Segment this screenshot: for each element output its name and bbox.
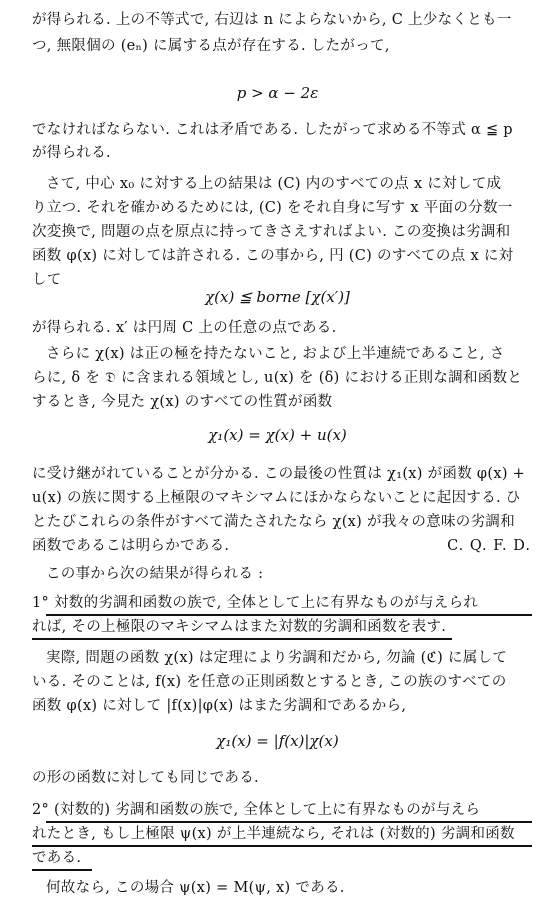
theorem-2-line: れたとき, もし上極限 ψ(x) が上半連続なら, それは (対数的) 劣調和函数 [32, 826, 515, 842]
text-line: らに, δ を 𝔇 に含まれる領域とし, u(x) を (δ) における正則な調和函数と [32, 370, 523, 386]
text-line: の形の函数に対しても同じである. [32, 770, 259, 786]
text-line: に受け継がれていることが分かる. この最後の性質は χ₁(x) が函数 φ(x) + [32, 466, 526, 482]
text-line: でなければならない. これは矛盾である. したがって求める不等式 α ≦ p [32, 122, 513, 138]
underline-rule [32, 845, 532, 847]
qed-mark: C. Q. F. D. [447, 538, 531, 554]
text-line: 函数であるこは明らかである. [32, 538, 230, 554]
text-line: 次変換で, 問題の点を原点に持ってきさえすればよい. この変換は劣調和 [32, 224, 511, 240]
underline-rule [46, 821, 532, 823]
text-line: 函数 φ(x) に対して |f(x)|φ(x) はまた劣調和であるから, [32, 698, 407, 714]
display-equation: p > α − 2ε [236, 84, 319, 102]
display-equation: χ₁(x) = χ(x) + u(x) [208, 426, 347, 444]
text-line: とたびこれらの条件がすべて満たされたなら χ(x) が我々の意味の劣調和 [32, 514, 516, 530]
text-line: u(x) の族に関する上極限のマキシマムにほかならないことに起因する. ひ [32, 490, 521, 506]
text-line: するとき, 今見た χ(x) のすべての性質が函数 [32, 394, 333, 410]
theorem-2-line: である. [32, 850, 82, 866]
text-line: さて, 中心 x₀ に対する上の結果は (C) 内のすべての点 x に対して成 [46, 176, 502, 192]
display-equation: χ₁(x) = |f(x)|χ(x) [216, 732, 339, 750]
underline-rule [32, 638, 452, 640]
text-line: が得られる. x′ は円周 C 上の任意の点である. [32, 320, 337, 336]
underline-rule [46, 614, 532, 616]
underline-rule [32, 869, 92, 871]
text-line: が得られる. [32, 145, 111, 161]
theorem-1-line: れば, その上極限のマキシマムはまた対数的劣調和函数を表す. [32, 619, 447, 635]
text-line: この事から次の結果が得られる : [46, 566, 264, 582]
text-line: 何故なら, この場合 ψ(x) = M(ψ, x) である. [46, 880, 345, 896]
theorem-1-line: 1° 対数的劣調和函数の族で, 全体として上に有界なものが与えられ [32, 595, 479, 611]
text-line: つ, 無限個の (eₙ) に属する点が存在する. したがって, [32, 38, 390, 54]
text-line: 函数 φ(x) に対しては許される. この事から, 円 (C) のすべての点 x に対 [32, 248, 514, 264]
text-line: が得られる. 上の不等式で, 右辺は n によらないから, C 上少なくとも一 [32, 12, 512, 28]
text-line: して [32, 272, 62, 288]
display-equation: χ(x) ≦ borne [χ(x′)] [205, 288, 350, 306]
theorem-2-line: 2° (対数的) 劣調和函数の族で, 全体として上に有界なものが与えら [32, 802, 481, 818]
text-line: さらに χ(x) は正の極を持たないこと, および上半連続であること, さ [46, 346, 505, 362]
text-line: り立つ. それを確かめるためには, (C) をそれ自身に写す x 平面の分数一 [32, 200, 513, 216]
text-line: 実際, 問題の函数 χ(x) は定理により劣調和だから, 勿論 (ℭ) に属して [46, 650, 508, 666]
text-line: いる. そのことは, f(x) を任意の正則函数とするとき, この族のすべての [32, 674, 507, 690]
